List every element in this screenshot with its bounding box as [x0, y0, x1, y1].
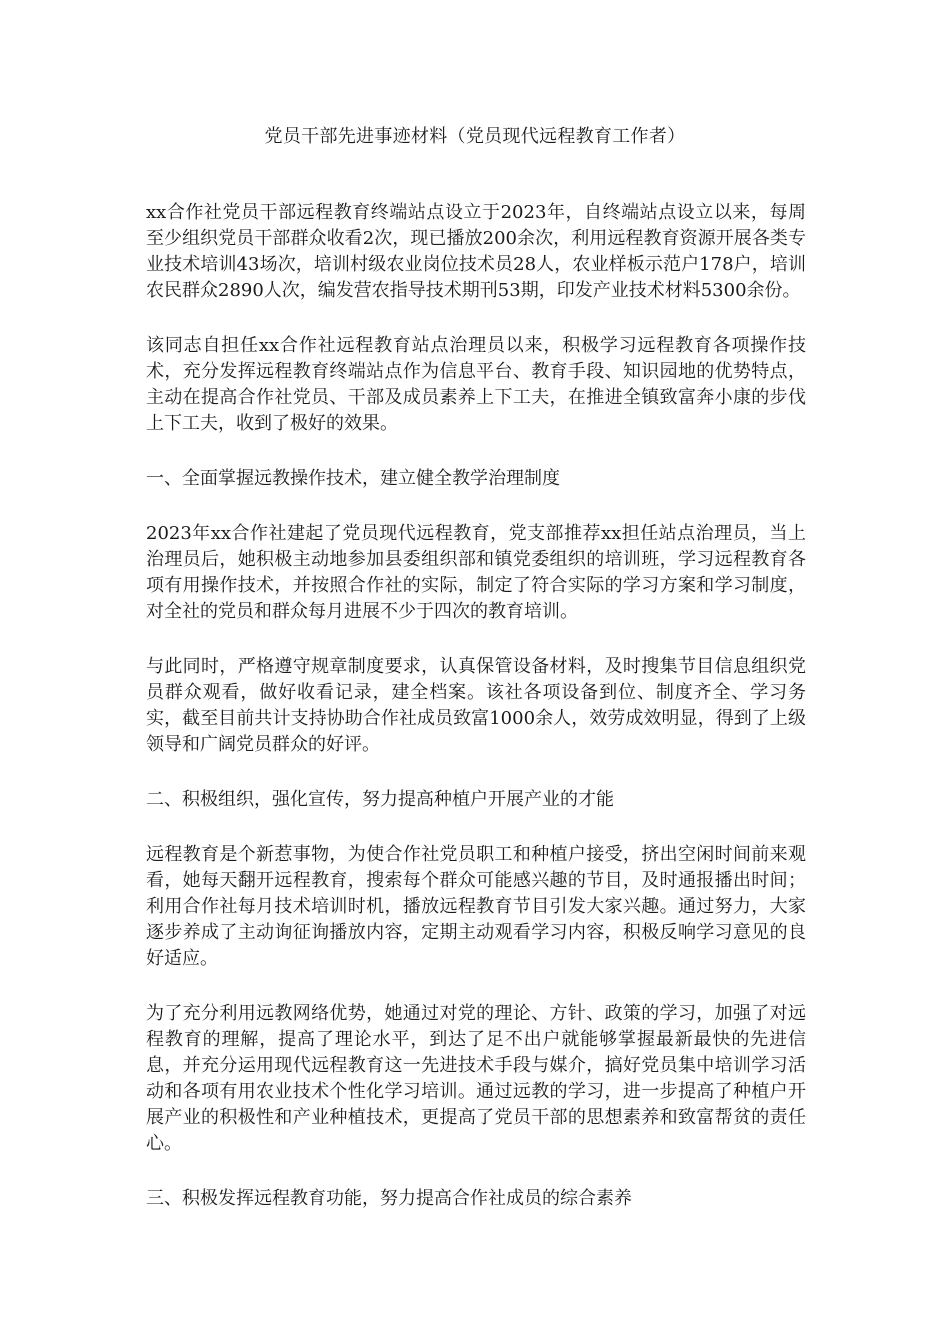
paragraph-network-advantage: 为了充分利用远教网络优势，她通过对党的理论、方针、政策的学习，加强了对远程教育的理解，提高了理论水平，到达了足不出户就能够掌握最新最快的先进信息，并充分运用现代远程教育这一先进技术手段与媒介，搞好党员集中培训学习活动和各项有用农业技术个性化学习培训。通过远教的学习，进一步提高了种植户开展产业的积极性和产业种植技术，更提高了党员干部的思想素养和致富帮贫的责任心。: [146, 1003, 806, 1154]
paragraph-manager-intro: 该同志自担任xx合作社远程教育站点治理员以来，积极学习远程教育各项操作技术，充分发挥远程教育终端站点作为信息平台、教育手段、知识园地的优势特点，主动在提高合作社党员、干部及成员素养上下工夫，在推进全镇致富奔小康的步伐上下工夫，收到了极好的效果。: [146, 335, 806, 434]
section-heading-1: 一、全面掌握远教操作技术，建立健全教学治理制度: [146, 468, 560, 489]
section-heading-3: 三、积极发挥远程教育功能，努力提高合作社成员的综合素养: [146, 1188, 632, 1209]
paragraph-training: 2023年xx合作社建起了党员现代远程教育，党支部推荐xx担任站点治理员，当上治理员后，她积极主动地参加县委组织部和镇党委组织的培训班，学习远程教育各项有用操作技术，并按照合作社的实际，制定了符合实际的学习方案和学习制度，对全社的党员和群众每月进展不少于四次的教育培训。: [146, 523, 806, 622]
document-body: [146, 200, 806, 1241]
paragraph-site-overview: xx合作社党员干部远程教育终端站点设立于2023年，自终端站点设立以来，每周至少组织党员干部群众收看2次，现已播放200余次，利用远程教育资源开展各类专业技术培训43场次，培训村级农业岗位技术员28人，农业样板示范户178户，培训农民群众2890人次，编发营农指导技术期刊53期，印发产业技术材料5300余份。: [146, 202, 806, 301]
paragraph-promotion: 远程教育是个新惹事物，为使合作社党员职工和种植户接受，挤出空闲时间前来观看，她每天翻开远程教育，搜索每个群众可能感兴趣的节目，及时通报播出时间；利用合作社每月技术培训时机，播放远程教育节目引发大家兴趣。通过努力，大家逐步养成了主动询征询播放内容，定期主动观看学习内容，积极反响学习意见的良好适应。: [146, 844, 806, 969]
document-title: 党员干部先进事迹材料（党员现代远程教育工作者）: [264, 126, 686, 147]
paragraph-regulations: 与此同时，严格遵守规章制度要求，认真保管设备材料，及时搜集节目信息组织党员群众观看，做好收看记录，建全档案。该社各项设备到位、制度齐全、学习务实，截至目前共计支持协助合作社成员致富1000余人，效劳成效明显，得到了上级领导和广阔党员群众的好评。: [146, 656, 806, 755]
section-heading-2: 二、积极组织，强化宣传，努力提高种植户开展产业的才能: [146, 789, 614, 810]
